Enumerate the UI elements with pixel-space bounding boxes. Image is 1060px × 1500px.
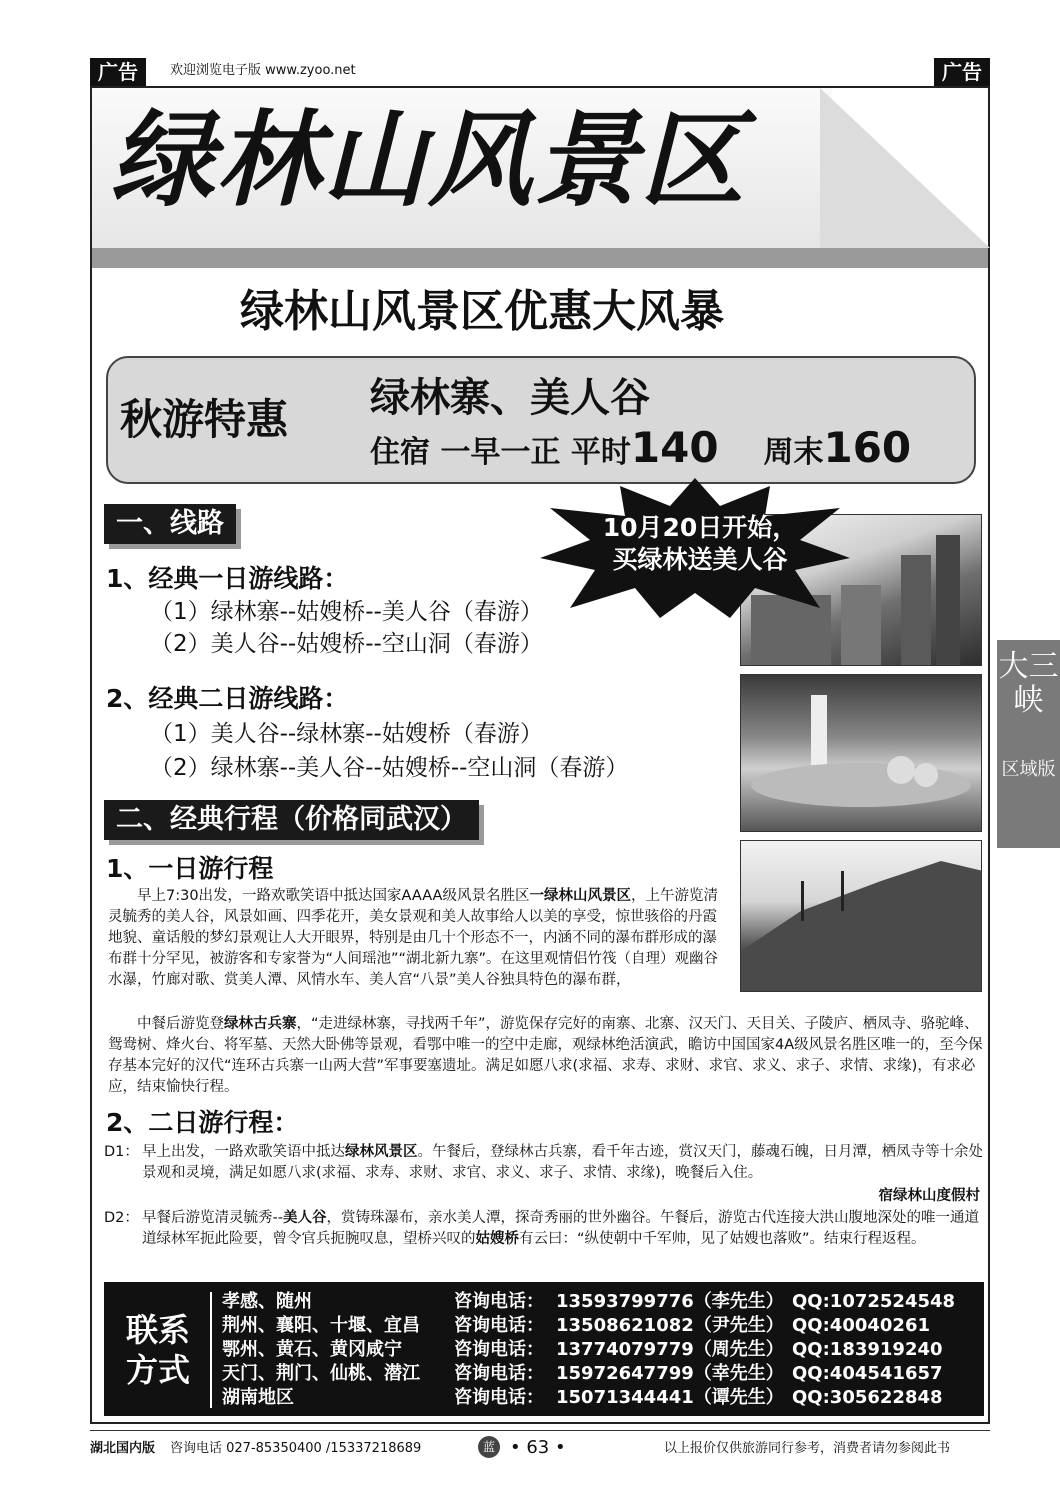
footer-rule <box>90 1430 990 1431</box>
one-day-itinerary-heading: 1、一日游行程 <box>106 854 274 883</box>
one-day-itinerary-text-2: 中餐后游览登绿林古兵寨，“走进绿林寨，寻找两千年”，游览保存完好的南寨、北寨、汉天门、天目关、子陵庐、栖凤寺、骆驼峰、鸳鸯树、烽火台、将军墓、天然大卧佛等景观，看鄂中唯一的空中走廊，观绿林绝活演武，瞻访中国国家4A级风景名胜区唯一的，至今保存基本完好的汉代“连环古兵寨一山两大营”军事要塞遗址。满足如愿八求(求福、求寿、求财、求官、求义、求子、求情、求缘)，有求必应，结束愉快行程。 <box>108 1016 983 1095</box>
main-title: 绿林山风景区 <box>110 98 747 221</box>
waterfall-illustration <box>741 675 982 832</box>
d1-label: D1： <box>104 1144 139 1160</box>
route-item: （2）美人谷--姑嫂桥--空山洞（春游） <box>150 631 543 657</box>
footer-disclaimer: 以上报价仅供旅游同行参考，消费者请勿参阅此书 <box>664 1441 951 1456</box>
banner-corner <box>820 88 990 248</box>
two-day-itinerary-heading: 2、二日游行程： <box>106 1108 299 1137</box>
d2-text: 早餐后游览清灵毓秀--美人谷，赏铸珠瀑布，亲水美人潭，探奇秀丽的世外幽谷。午餐后，游览古代连接大洪山腹地深处的唯一通道道绿林军扼此险要，曾令官兵扼腕叹息，望桥兴叹的姑嫂桥有云曰：“纵使朝中千军帅，见了姑嫂也落败”。结束行程返程。 <box>142 1210 979 1247</box>
side-tab-big: 大三峡 <box>998 649 1059 718</box>
weekday-price: 140 <box>630 423 719 472</box>
contact-label: 联系方式 <box>125 1311 190 1389</box>
side-tab-small: 区域版 <box>1001 759 1056 780</box>
footer-phone: 咨询电话 027-85350400 /15337218689 <box>170 1441 422 1456</box>
promo-spots: 绿林寨、美人谷 <box>370 375 650 421</box>
two-day-routes-heading: 2、经典二日游线路： <box>106 684 349 713</box>
page-number: • 63 • <box>510 1437 566 1458</box>
welcome-text: 欢迎浏览电子版 www.zyoo.net <box>170 63 356 78</box>
section-itinerary-heading: 二、经典行程（价格同武汉） <box>104 800 479 840</box>
route-item: （1）绿林寨--姑嫂桥--美人谷（春游） <box>150 599 543 625</box>
ad-tag-left: 广告 <box>90 58 146 86</box>
d2-label: D2： <box>104 1210 139 1226</box>
d1-stay: 宿绿林山度假村 <box>878 1188 980 1204</box>
d1-text: 早上出发，一路欢歌笑语中抵达绿林风景区。午餐后，登绿林古兵寨，看千年古迹，赏汉天门，藤魂石魄，日月潭，栖凤寺等十余处景观和灵境，满足如愿八求(求福、求寿、求财、求官、求义、求子、求情、求缘)，晚餐后入住。 <box>142 1144 983 1181</box>
sub-title: 绿林山风景区优惠大风暴 <box>240 286 724 337</box>
banner-strip <box>92 248 988 268</box>
ad-tag-right: 广告 <box>934 58 990 86</box>
one-day-itinerary-text: 早上7:30出发，一路欢歌笑语中抵达国家AAAA级风景名胜区一绿林山风景区，上午游览清灵毓秀的美人谷，风景如画、四季花开，美女景观和美人故事给人以美的享受，惊世骇俗的丹霞地貌、童话般的梦幻景观让人大开眼界，特别是由几十个形态不一，内涵不同的瀑布群形成的瀑布群十分罕见，被游客和专家誉为“人间瑶池”“湖北新九寨”。在这里观情侣竹筏（自理）观幽谷水瀑，竹廊对歌、赏美人潭、风情水车、美人宫“八景”美人谷独具特色的瀑布群， <box>108 888 719 988</box>
promo-price: 住宿 一早一正 平时140 周末160 <box>370 423 912 472</box>
weekend-price: 160 <box>823 423 912 472</box>
region-side-tab <box>997 640 1060 848</box>
footer-edition: 湖北国内版 <box>90 1441 156 1456</box>
hill-fort-illustration <box>741 841 982 992</box>
one-day-routes-heading: 1、经典一日游线路： <box>106 564 349 593</box>
route-item: （2）绿林寨--美人谷--姑嫂桥--空山洞（春游） <box>150 755 629 781</box>
footer-badge: 蓝 <box>478 1436 500 1458</box>
section-routes-heading: 一、线路 <box>104 504 236 544</box>
photo-waterfall <box>740 674 982 832</box>
contact-divider <box>210 1292 212 1408</box>
promo-label: 秋游特惠 <box>120 395 289 444</box>
burst-text: 10月20日开始， 买绿林送美人谷 <box>602 513 798 574</box>
route-item: （1）美人谷--绿林寨--姑嫂桥（春游） <box>150 721 543 747</box>
photo-hill-fort <box>740 840 982 992</box>
